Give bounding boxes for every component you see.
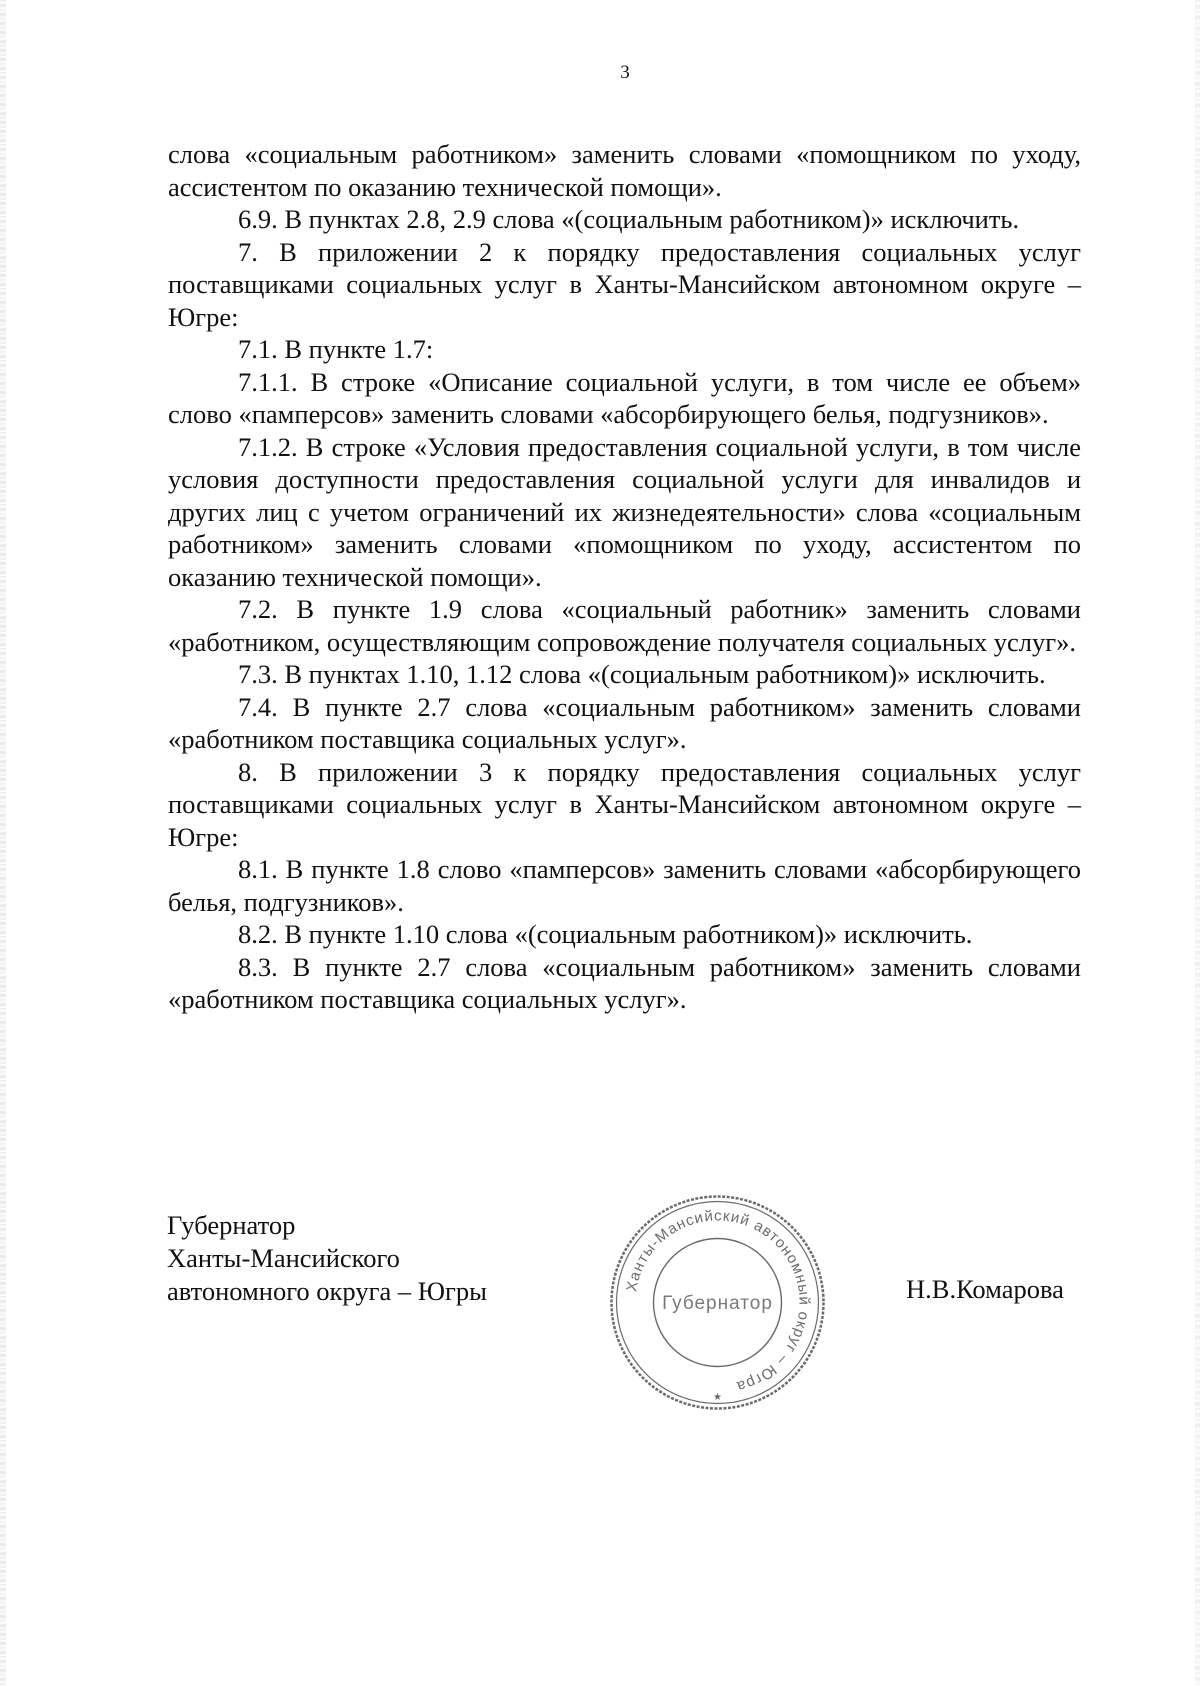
paragraph-7: 7. В приложении 2 к порядку предоставления социальных услуг поставщиками социальных услуг в Ханты-Мансийском автономном округе – Югре: (168, 236, 1081, 332)
paragraph-6-9: 6.9. В пунктах 2.8, 2.9 слова «(социальным работником)» исключить. (238, 204, 1020, 234)
page-number: 3 (620, 62, 630, 83)
paragraph-7-1-2: 7.1.2. В строке «Условия предоставления социальной услуги, в том числе условия доступности предоставления социальной услуги для инвалидов и других лиц с учетом ограничений их жизнедеятельности» слова «социальным работником» заменить словами «помощником по уходу, ассистентом по оказанию технической помощи». (168, 431, 1081, 592)
scan-edge-right (1195, 0, 1200, 1686)
scan-edge-left (0, 0, 6, 1686)
paragraph-8-2: 8.2. В пункте 1.10 слова «(социальным работником)» исключить. (238, 919, 973, 949)
official-seal-stamp (605, 1190, 830, 1415)
document-body (168, 138, 1081, 1016)
position-line-2: Ханты-Мансийского (167, 1243, 400, 1273)
paragraph-7-1: 7.1. В пункте 1.7: (238, 334, 434, 364)
position-line-1: Губернатор (167, 1210, 296, 1240)
paragraph-7-1-1: 7.1.1. В строке «Описание социальной услуги, в том числе ее объем» слово «памперсов» заменить словами «абсорбирующего белья, подгузников». (168, 366, 1081, 429)
seal-ring-text: Ханты-Мансийский автономный округ – Югра (623, 1207, 813, 1396)
paragraph-8-3: 8.3. В пункте 2.7 слова «социальным работником» заменить словами «работником поставщика социальных услуг». (168, 951, 1081, 1014)
paragraph-8-1: 8.1. В пункте 1.8 слово «памперсов» заменить словами «абсорбирующего белья, подгузников». (168, 854, 1081, 917)
signatory-position (167, 1209, 487, 1308)
paragraph-continuation: слова «социальным работником» заменить словами «помощником по уходу, ассистентом по оказанию технической помощи». (168, 139, 1081, 202)
seal-star-icon: ★ (713, 1392, 722, 1403)
signer-name: Н.В.Комарова (906, 1274, 1064, 1304)
seal-center-text: Губернатор (662, 1293, 773, 1314)
paragraph-7-4: 7.4. В пункте 2.7 слова «социальным работником» заменить словами «работником поставщика социальных услуг». (168, 691, 1081, 754)
paragraph-7-2: 7.2. В пункте 1.9 слова «социальный работник» заменить словами «работником, осуществляющим сопровождение получателя социальных услуг». (168, 594, 1081, 657)
paragraph-7-3: 7.3. В пунктах 1.10, 1.12 слова «(социальным работником)» исключить. (238, 659, 1046, 689)
position-line-3: автономного округа – Югры (167, 1276, 487, 1306)
paragraph-8: 8. В приложении 3 к порядку предоставления социальных услуг поставщиками социальных услуг в Ханты-Мансийском автономном округе – Югре: (168, 756, 1081, 852)
